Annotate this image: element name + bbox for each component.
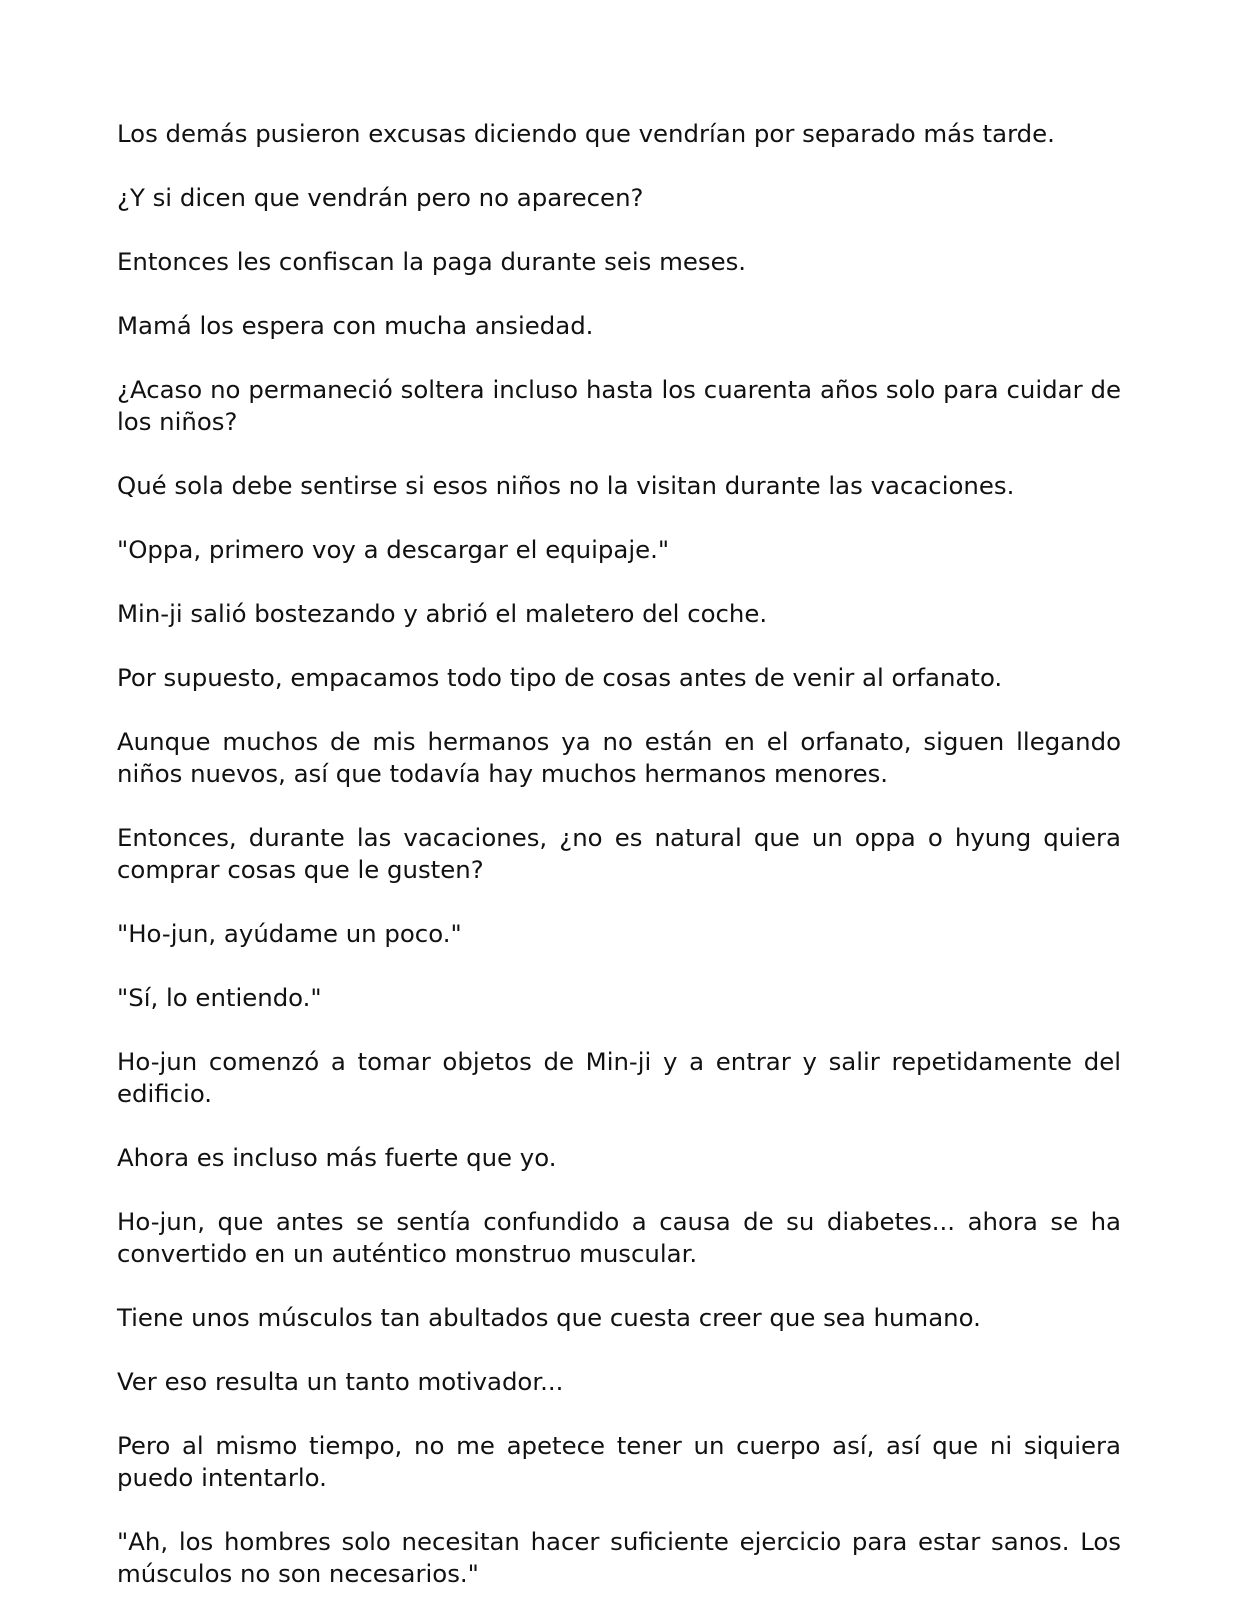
paragraph: Los demás pusieron excusas diciendo que vendrían por separado más tarde. (117, 119, 1055, 148)
paragraph: "Oppa, primero voy a descargar el equipaje." (117, 535, 670, 564)
paragraph: Por supuesto, empacamos todo tipo de cosas antes de venir al orfanato. (117, 663, 1003, 692)
paragraph: Entonces les confiscan la paga durante seis meses. (117, 247, 747, 276)
paragraph: Pero al mismo tiempo, no me apetece tener un cuerpo así, así que ni siquiera puedo intentarlo. (117, 1431, 1121, 1492)
paragraph: Ho-jun, que antes se sentía confundido a causa de su diabetes... ahora se ha convertido en un auténtico monstruo muscular. (117, 1207, 1121, 1268)
paragraph: Qué sola debe sentirse si esos niños no la visitan durante las vacaciones. (117, 471, 1015, 500)
paragraph: "Ho-jun, ayúdame un poco." (117, 919, 462, 948)
paragraph: ¿Acaso no permaneció soltera incluso hasta los cuarenta años solo para cuidar de los niños? (117, 375, 1121, 436)
paragraph: Ahora es incluso más fuerte que yo. (117, 1143, 557, 1172)
paragraph: Tiene unos músculos tan abultados que cuesta creer que sea humano. (117, 1303, 981, 1332)
paragraph: Entonces, durante las vacaciones, ¿no es natural que un oppa o hyung quiera comprar cosas que le gusten? (117, 823, 1121, 884)
document-body (117, 118, 1121, 1620)
paragraph: Ver eso resulta un tanto motivador... (117, 1367, 564, 1396)
paragraph: Min-ji salió bostezando y abrió el maletero del coche. (117, 599, 768, 628)
paragraph: Mamá los espera con mucha ansiedad. (117, 311, 594, 340)
paragraph: "Sí, lo entiendo." (117, 983, 322, 1012)
paragraph: Ho-jun comenzó a tomar objetos de Min-ji y a entrar y salir repetidamente del edificio. (117, 1047, 1121, 1108)
paragraph: ¿Y si dicen que vendrán pero no aparecen? (117, 183, 644, 212)
paragraph: "Ah, los hombres solo necesitan hacer suficiente ejercicio para estar sanos. Los músculos no son necesarios." (117, 1527, 1121, 1588)
paragraph: Aunque muchos de mis hermanos ya no están en el orfanato, siguen llegando niños nuevos, así que todavía hay muchos hermanos menores. (117, 727, 1121, 788)
